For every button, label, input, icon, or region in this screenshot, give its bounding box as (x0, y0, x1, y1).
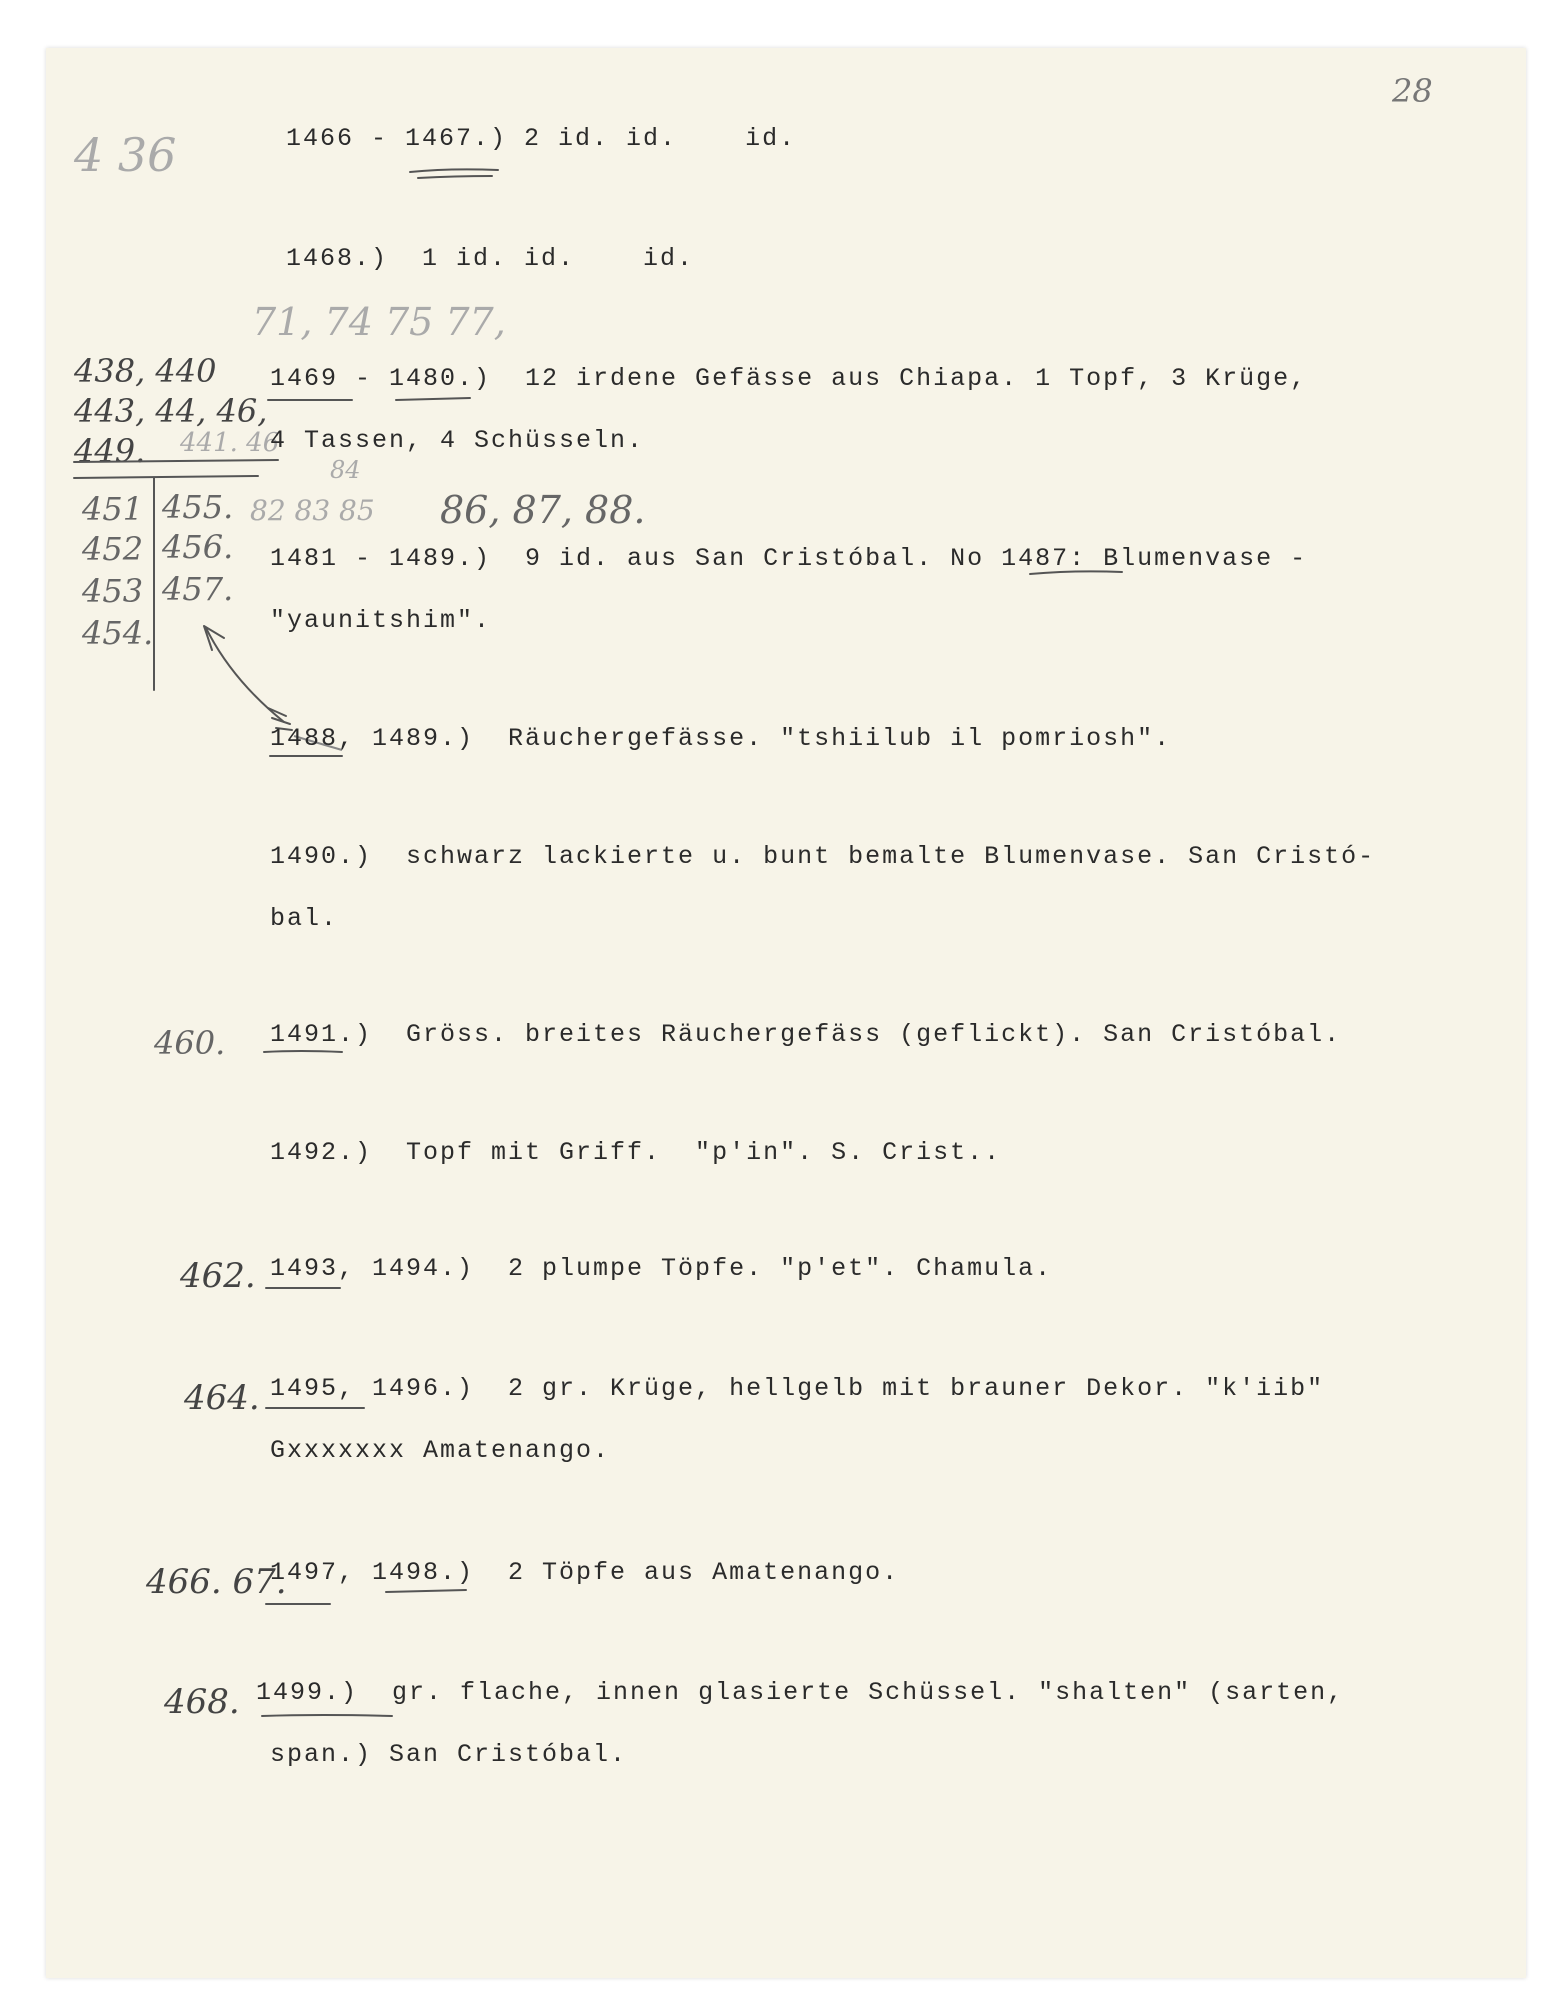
entry-1468: 1468.) 1 id. id. id. (286, 244, 695, 273)
entry-1481-1489-cont: "yaunitshim". (270, 606, 492, 635)
entry-1490-cont: bal. (270, 904, 339, 933)
handwritten-note-above: 71, 74 75 77, (252, 300, 506, 344)
page-number: 28 (1392, 72, 1433, 110)
handwritten-group1-line1: 438, 440 (74, 352, 217, 390)
handwritten-table-col2-1: 455. (162, 488, 234, 526)
handwritten-table-col2-3: 457. (162, 570, 234, 608)
handwritten-note-top: 4 36 (74, 128, 177, 182)
entry-1490: 1490.) schwarz lackierte u. bunt bemalte Blumenvase. San Cristó- (270, 842, 1376, 871)
entry-1499: 1499.) gr. flache, innen glasierte Schüssel. "shalten" (sarten, (256, 1678, 1345, 1707)
entry-1469-1480-cont: 4 Tassen, 4 Schüsseln. (270, 426, 645, 455)
entry-1488-1489: 1488, 1489.) Räuchergefässe. "tshiilub il pomriosh". (270, 724, 1172, 753)
handwritten-460: 460. (154, 1024, 226, 1062)
entry-1495-1496: 1495, 1496.) 2 gr. Krüge, hellgelb mit brauner Dekor. "k'iib" (270, 1374, 1325, 1403)
handwritten-468: 468. (164, 1682, 240, 1722)
handwritten-table-col1-2: 452 (82, 530, 144, 568)
entry-1499-cont: span.) San Cristóbal. (270, 1740, 628, 1769)
entry-1481-1489: 1481 - 1489.) 9 id. aus San Cristóbal. No 1487: Blumenvase - (270, 544, 1308, 573)
handwritten-group1-line3: 449. (74, 432, 146, 470)
handwritten-466-67: 466. 67. (146, 1562, 287, 1602)
handwritten-464: 464. (184, 1378, 260, 1418)
entry-1491: 1491.) Gröss. breites Räuchergefäss (geflickt). San Cristóbal. (270, 1020, 1342, 1049)
handwritten-462: 462. (180, 1256, 256, 1296)
handwritten-table-col1-3: 453 (82, 572, 144, 610)
entry-1493-1494: 1493, 1494.) 2 plumpe Töpfe. "p'et". Chamula. (270, 1254, 1053, 1283)
handwritten-table-col1-4: 454. (82, 614, 154, 652)
handwritten-group1-faint: 441. 46 (180, 428, 280, 458)
entry-1497-1498: 1497, 1498.) 2 Töpfe aus Amatenango. (270, 1558, 900, 1587)
handwritten-row-numbers-light: 82 83 85 (250, 494, 375, 527)
handwritten-group1-line2: 443, 44, 46, (74, 392, 268, 430)
handwritten-table-col1-1: 451 (82, 490, 144, 528)
entry-1492: 1492.) Topf mit Griff. "p'in". S. Crist.. (270, 1138, 1002, 1167)
handwritten-table-col2-2: 456. (162, 528, 234, 566)
entry-1469-1480: 1469 - 1480.) 12 irdene Gefässe aus Chiapa. 1 Topf, 3 Krüge, (270, 364, 1308, 393)
entry-1466-1467: 1466 - 1467.) 2 id. id. id. (286, 124, 797, 153)
handwritten-row-numbers-bold: 86, 87, 88. (440, 488, 646, 532)
handwritten-row-84: 84 (330, 456, 361, 484)
entry-1495-1496-cont: Gxxxxxxx Amatenango. (270, 1436, 611, 1465)
